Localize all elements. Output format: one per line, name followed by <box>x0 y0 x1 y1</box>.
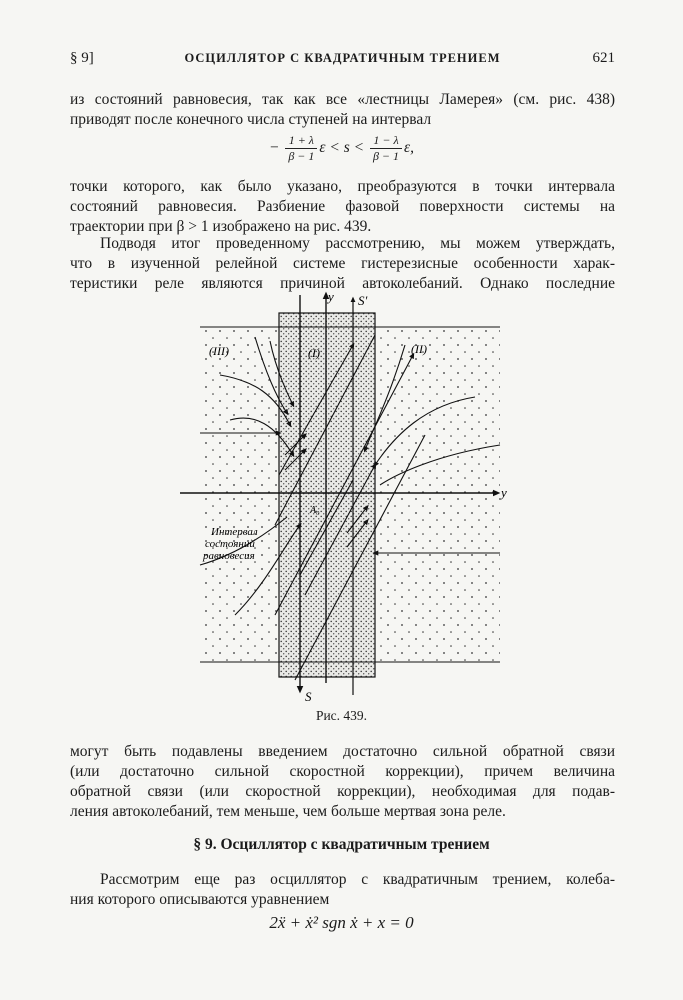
fraction-left <box>285 133 317 164</box>
header-section: § 9] <box>70 50 94 66</box>
text-line: ния которого описываются уравнением <box>70 891 330 908</box>
text-line: Подводя итог проведенному рассмотрению, мы можем утверждать, <box>100 235 615 252</box>
equation-oscillator: 2ẍ + ẋ² sgn ẋ + x = 0 <box>269 913 414 932</box>
text-line: из состояний равновесия, так как все «лестницы Ламерея» (см. рис. 438) <box>70 91 615 108</box>
formula-epsilon: ε, <box>404 139 415 157</box>
text-line: теристики реле являются причиной автоколебаний. Однако последние <box>70 275 615 292</box>
label-y-right: y <box>501 485 507 500</box>
label-region-II: (II) <box>411 342 427 356</box>
running-header <box>70 50 615 72</box>
fraction-denominator: β − 1 <box>288 149 315 163</box>
text-line: (или достаточно сильной скоростной коррекции), причем величина <box>70 763 615 780</box>
section-heading: § 9. Осциллятор с квадратичным трением <box>193 836 490 853</box>
label-s-prime: S′ <box>358 293 368 308</box>
label-region-III: (III) <box>209 344 229 358</box>
label-interval-2: состояний <box>205 538 255 550</box>
figure-caption: Рис. 439. <box>315 708 368 723</box>
text-line: ления автоколебаний, тем меньше, чем больше мертвая зона реле. <box>70 803 506 820</box>
text-line: обратной связи (или скоростной коррекции), необходимая для подав- <box>70 783 615 800</box>
label-region-I: (I) <box>308 346 320 360</box>
page-number: 621 <box>592 50 615 66</box>
label-point-a0: A₀ <box>310 505 320 516</box>
label-interval-3: равновесия <box>203 550 255 562</box>
hysteresis-strip <box>279 313 375 677</box>
text-line: приводят после конечного числа ступеней на интервал <box>70 111 432 128</box>
text-line: состояний равновесия. Разбиение фазовой поверхности системы на <box>70 198 615 215</box>
phase-portrait-figure <box>175 285 505 705</box>
label-s-bottom: S <box>305 689 312 704</box>
text-line: Рассмотрим еще раз осциллятор с квадратичным трением, колеба- <box>100 871 615 888</box>
text-line: точки которого, как было указано, преобразуются в точки интервала <box>70 178 615 195</box>
formula-interval <box>0 133 683 164</box>
text-line: что в изученной релейной системе гистерезисные особенности харак- <box>70 255 615 272</box>
formula-epsilon: ε <box>319 139 326 157</box>
fraction-numerator: 1 + λ <box>285 133 317 149</box>
fraction-denominator: β − 1 <box>372 149 400 163</box>
label-y-top: y <box>328 289 334 304</box>
text-line: траектории при β > 1 изображено на рис. 439. <box>70 218 372 235</box>
formula-inequality: < s < <box>325 139 368 157</box>
fraction-numerator: 1 − λ <box>370 133 402 149</box>
fraction-right <box>370 133 402 164</box>
label-interval-1: Интервал <box>211 526 258 538</box>
header-title: ОСЦИЛЛЯТОР С КВАДРАТИЧНЫМ ТРЕНИЕМ <box>184 51 501 65</box>
text-line: могут быть подавлены введением достаточно сильной обратной связи <box>70 743 615 760</box>
formula-minus: − <box>268 139 280 157</box>
